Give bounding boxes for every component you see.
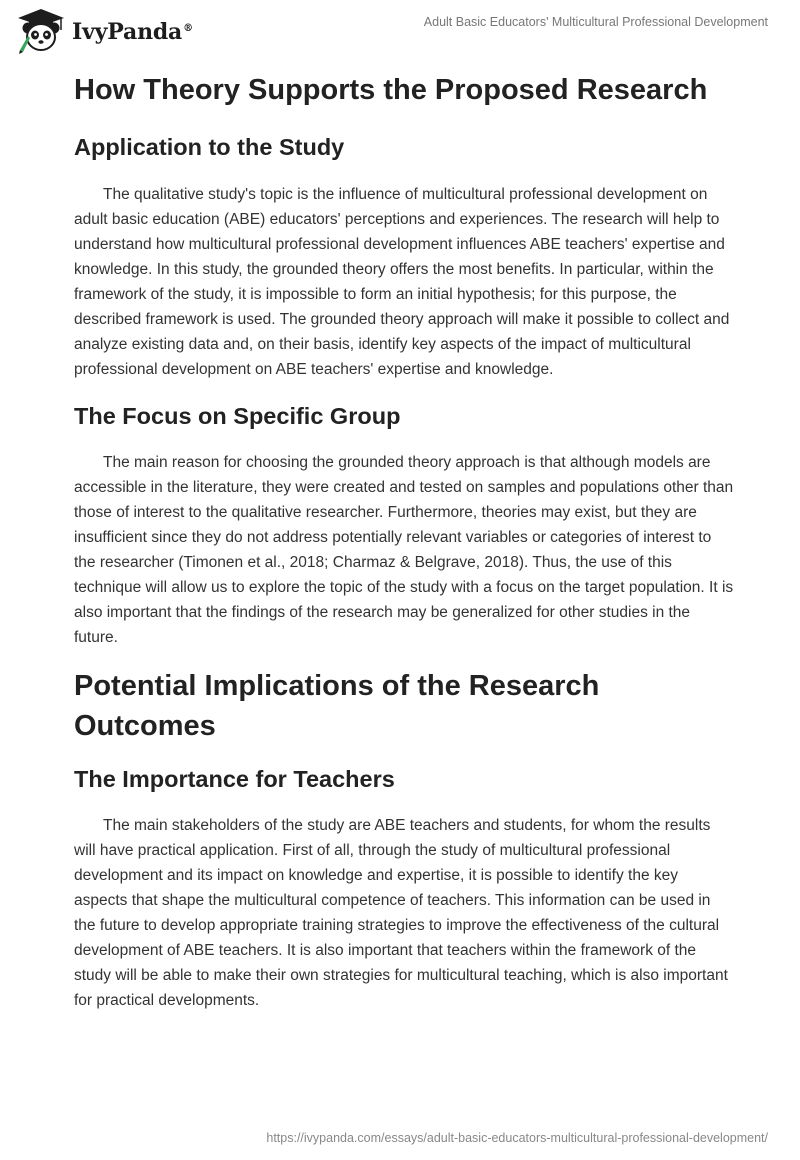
- heading-focus: The Focus on Specific Group: [74, 403, 401, 429]
- heading-teachers: The Importance for Teachers: [74, 766, 395, 792]
- heading-theory: How Theory Supports the Proposed Research: [74, 74, 708, 106]
- panda-graduate-icon: [14, 6, 68, 56]
- logo-text: IvyPanda®: [72, 19, 193, 45]
- document-title: Adult Basic Educators' Multicultural Professional Development: [423, 15, 768, 29]
- registered-mark: ®: [183, 22, 193, 34]
- paragraph-application: The qualitative study's topic is the influence of multicultural professional development on adult basic education (ABE) educators' perceptions and experiences. The research will help to understand how multicultural professional development influences ABE teachers' expertise and knowledge. In this study, the grounded theory offers the most benefits. In particular, within the framework of the study, it is impossible to form an initial hypothesis; for this purpose, the described framework is used. The grounded theory approach will make it possible to collect and analyze existing data and, on their basis, identify key aspects of the impact of multicultural professional development on ABE teachers' expertise and knowledge.: [74, 186, 730, 378]
- ivypanda-logo[interactable]: [14, 6, 193, 56]
- paragraph-focus: The main reason for choosing the grounded theory approach is that although models are accessible in the literature, they were created and tested on samples and populations other than those of interest to the qualitative researcher. Furthermore, theories may exist, but they are insufficient since they do not address potentially relevant variables or categories of interest to the researcher (Timonen et al., 2018; Charmaz & Belgrave, 2018). Thus, the use of this technique will allow us to explore the topic of the study with a focus on the target population. It is also important that the findings of the research may be generalized for other studies in the future.: [74, 454, 734, 646]
- paragraph-teachers: The main stakeholders of the study are ABE teachers and students, for whom the results will have practical application. First of all, through the study of multicultural professional development and its impact on knowledge and expertise, it is possible to identify the key aspects that shape the multicultural competence of teachers. This information can be used in the future to develop appropriate training strategies to improve the effectiveness of the cultural development of ABE teachers. It is also important that teachers within the framework of the study will be able to make their own strategies for multicultural teaching, which is also important for practical developments.: [74, 817, 728, 1009]
- heading-application: Application to the Study: [74, 134, 345, 160]
- source-url-link[interactable]: https://ivypanda.com/essays/adult-basic-educators-multicultural-professional-development/: [266, 1131, 768, 1145]
- heading-implications: Potential Implications of the Research Outcomes: [74, 670, 600, 742]
- essay-content: [74, 70, 734, 1013]
- page-header: [0, 0, 800, 60]
